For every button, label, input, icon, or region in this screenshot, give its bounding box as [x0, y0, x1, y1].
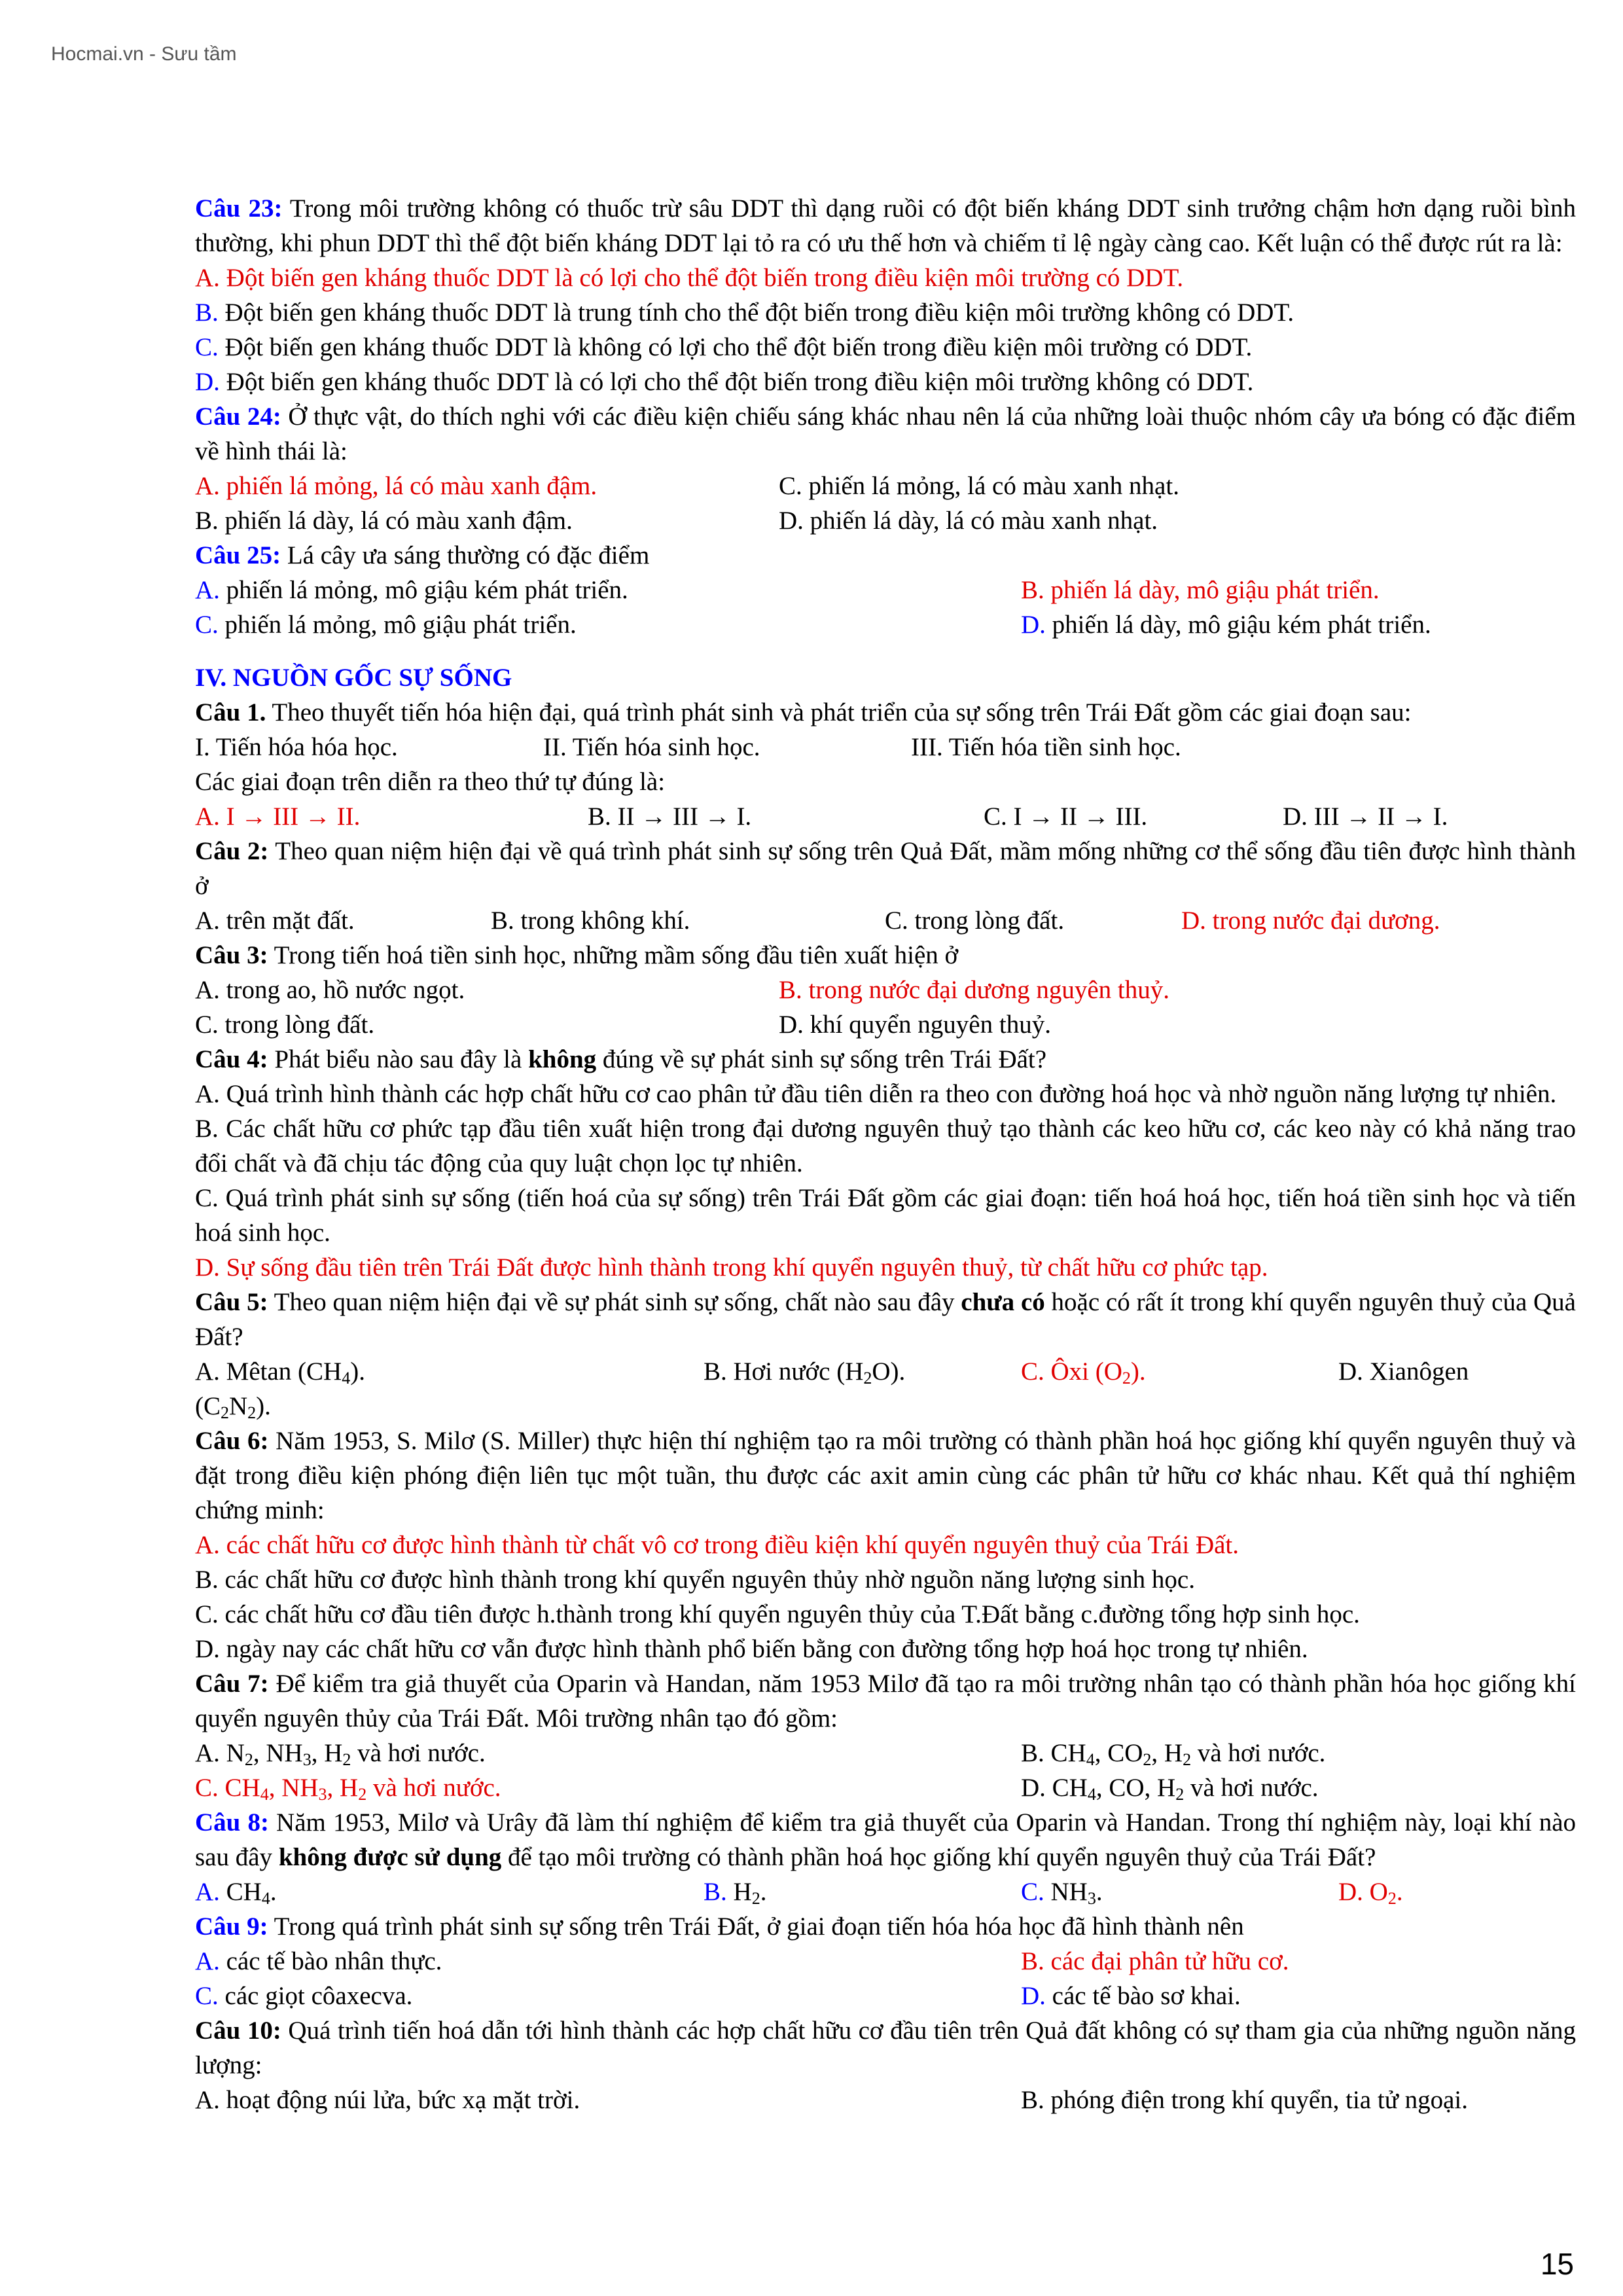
question-label: Câu 5: — [195, 1288, 268, 1316]
question-text: Theo quan niệm hiện đại về quá trình phát sinh sự sống trên Quả Đất, mầm mống những cơ thể sống đầu tiên được hình thành ở — [195, 837, 1576, 900]
answer-row — [195, 1979, 1576, 2013]
answer-c: C. trong lòng đất. — [195, 1011, 375, 1039]
answer-c: C. I → II → III. — [984, 802, 1148, 831]
question-text: Trong tiến hoá tiền sinh học, những mầm sống đầu tiên xuất hiện ở — [268, 941, 959, 969]
answer-d: D. Xianôgen — [1338, 1357, 1469, 1386]
answer-a: A. phiến lá mỏng, mô giậu kém phát triển. — [195, 576, 628, 604]
question-6 — [195, 1424, 1576, 1528]
question-4: Câu 4: Phát biểu nào sau đây là không đúng về sự phát sinh sự sống trên Trái Đất? — [195, 1045, 1047, 1073]
answer-row — [195, 573, 1576, 607]
question-1 — [195, 695, 1576, 730]
question-label: Câu 24: — [195, 403, 281, 431]
question-25 — [195, 538, 1576, 573]
answer-row — [195, 1944, 1576, 1979]
question-text: Ở thực vật, do thích nghi với các điều kiện chiếu sáng khác nhau nên lá của những loài thuộc nhóm cây ưa bóng có đặc điểm về hình thái là: — [195, 403, 1576, 465]
answer-c: C. các giọt côaxecva. — [195, 1982, 413, 2010]
question-label: Câu 6: — [195, 1427, 269, 1455]
answer-b: B. II → III → I. — [588, 802, 752, 831]
answer-a: A. $CH_4$. — [195, 1878, 277, 1908]
answer-row — [195, 2083, 1576, 2117]
answer-a: A. hoạt động núi lửa, bức xạ mặt trời. — [195, 2086, 580, 2114]
question-24 — [195, 399, 1576, 469]
answer-row — [195, 1770, 1576, 1805]
answer-row — [195, 973, 1576, 1007]
answer-a: A. các chất hữu cơ được hình thành từ chất vô cơ trong điều kiện khí quyển nguyên thuỷ của Trái Đất. — [195, 1531, 1240, 1559]
answer-row — [195, 1354, 1576, 1389]
question-label: Câu 25: — [195, 541, 281, 569]
answer-b: B. các đại phân tử hữu cơ. — [1021, 1947, 1289, 1975]
answer-c: C. $CH_4$, $NH_3$, $H_2$ và hơi nước. — [195, 1774, 501, 1804]
answer-d: D. Đột biến gen kháng thuốc DDT là có lợi cho thể đột biến trong điều kiện môi trường không có DDT. — [195, 368, 1254, 396]
answer-c: C. Ôxi $(O_2)$. — [1021, 1357, 1146, 1388]
answer-c: C. Quá trình phát sinh sự sống (tiến hoá của sự sống) trên Trái Đất gồm các giai đoạn: tiến hoá hoá học, tiến hoá tiền sinh học và tiến hoá sinh học. — [195, 1184, 1576, 1247]
page-number: 15 — [1540, 2247, 1574, 2281]
question-label: Câu 8: — [195, 1808, 269, 1837]
answer-d: D. các tế bào sơ khai. — [1021, 1982, 1241, 2010]
question-label: Câu 7: — [195, 1670, 269, 1698]
stage-item: II. Tiến hóa sinh học. — [543, 733, 760, 761]
question-10 — [195, 2013, 1576, 2083]
question-text: Trong môi trường không có thuốc trừ sâu DDT thì dạng ruồi có đột biến kháng DDT sinh trưởng chậm hơn dạng ruồi bình thường, khi phun DDT thì thể đột biến kháng DDT lại tỏ ra có ưu thế hơn và chiếm tỉ lệ ngày càng cao. Kết luận có thể được rút ra là: — [195, 194, 1577, 257]
answer-c: C. $NH_3$. — [1021, 1878, 1103, 1908]
answer-a: A. Quá trình hình thành các hợp chất hữu cơ cao phân tử đầu tiên diễn ra theo con đường hoá học và nhờ nguồn năng lượng tự nhiên. — [195, 1080, 1557, 1108]
answer-a: A. I → III → II. — [195, 802, 361, 831]
question-label: Câu 1. — [195, 698, 266, 726]
answer-row — [195, 607, 1576, 642]
answer-d: D. ngày nay các chất hữu cơ vẫn được hình thành phổ biến bằng con đường tổng hợp hoá học trong tự nhiên. — [195, 1635, 1308, 1663]
answer-d: D. $CH_4$, CO, $H_2$ và hơi nước. — [1021, 1774, 1319, 1804]
answer-b: B. trong không khí. — [491, 906, 690, 935]
answer-c: C. Đột biến gen kháng thuốc DDT là không có lợi cho thể đột biến trong điều kiện môi trường có DDT. — [195, 333, 1253, 361]
answer-c: C. các chất hữu cơ đầu tiên được h.thành trong khí quyển nguyên thủy của T.Đất bằng c.đường tổng hợp sinh học. — [195, 1600, 1360, 1628]
answer-c: C. phiến lá mỏng, mô giậu phát triển. — [195, 611, 577, 639]
question-3 — [195, 938, 1576, 973]
answer-row — [195, 1874, 1576, 1909]
question-label: Câu 2: — [195, 837, 269, 865]
question-label: Câu 9: — [195, 1912, 268, 1941]
answer-row — [195, 1736, 1576, 1770]
question-2 — [195, 834, 1576, 903]
answer-b: B. phiến lá dày, lá có màu xanh đậm. — [195, 507, 573, 535]
question-23 — [195, 191, 1576, 260]
answer-a: A. phiến lá mỏng, lá có màu xanh đậm. — [195, 472, 597, 500]
answer-d: D. phiến lá dày, lá có màu xanh nhạt. — [779, 507, 1158, 535]
answer-c: C. phiến lá mỏng, lá có màu xanh nhạt. — [779, 472, 1179, 500]
answer-row — [195, 503, 1576, 538]
question-text: Theo thuyết tiến hóa hiện đại, quá trình phát sinh và phát triển của sự sống trên Trái Đất gồm các giai đoạn sau: — [266, 698, 1412, 726]
answer-a: A. trên mặt đất. — [195, 906, 355, 935]
section-heading: IV. NGUỒN GỐC SỰ SỐNG — [195, 664, 512, 692]
answer-d-continued: $(C_2N_2)$. — [195, 1392, 271, 1422]
question-label: Câu 10: — [195, 2017, 281, 2045]
stage-item: I. Tiến hóa hóa học. — [195, 733, 398, 761]
answer-b: B. Hơi nước $(H_2O)$. — [704, 1357, 906, 1388]
question-text: Các giai đoạn trên diễn ra theo thứ tự đúng là: — [195, 768, 666, 796]
answer-d: D. phiến lá dày, mô giậu kém phát triển. — [1021, 611, 1431, 639]
answer-b: B. phiến lá dày, mô giậu phát triển. — [1021, 576, 1380, 604]
answer-b: B. trong nước đại dương nguyên thuỷ. — [779, 976, 1169, 1004]
question-text: Để kiểm tra giả thuyết của Oparin và Handan, năm 1953 Milơ đã tạo ra môi trường nhân tạo có thành phần hóa học giống khí quyển nguyên thủy của Trái Đất. Môi trường nhân tạo đó gồm: — [195, 1670, 1577, 1732]
answer-row — [195, 799, 1576, 834]
answer-row — [195, 903, 1576, 938]
stage-list — [195, 730, 1576, 764]
answer-a: A. Mêtan $(CH_4)$. — [195, 1357, 365, 1388]
answer-row — [195, 1007, 1576, 1042]
answer-a: A. $N_2$, $NH_3$, $H_2$ và hơi nước. — [195, 1739, 486, 1769]
question-text: Lá cây ưa sáng thường có đặc điểm — [281, 541, 650, 569]
answer-b: B. phóng điện trong khí quyển, tia tử ngoại. — [1021, 2086, 1468, 2114]
question-9 — [195, 1909, 1576, 1944]
answer-a: A. Đột biến gen kháng thuốc DDT là có lợi cho thể đột biến trong điều kiện môi trường có DDT. — [195, 264, 1184, 292]
question-text: Năm 1953, S. Milơ (S. Miller) thực hiện thí nghiệm tạo ra môi trường có thành phần hoá học giống khí quyển nguyên thuỷ và đặt trong điều kiện phóng điện liên tục một tuần, thu được các axit amin cùng các phân tử hữu cơ khác nhau. Kết quả thí nghiệm chứng minh: — [195, 1427, 1577, 1524]
answer-d: D. III → II → I. — [1283, 802, 1448, 831]
answer-a: A. trong ao, hồ nước ngọt. — [195, 976, 465, 1004]
page-header: Hocmai.vn - Sưu tầm — [51, 43, 237, 65]
answer-d: D. trong nước đại dương. — [1181, 906, 1440, 935]
answer-b: B. Các chất hữu cơ phức tạp đầu tiên xuất hiện trong đại dương nguyên thuỷ tạo thành các keo hữu cơ, các keo này có khả năng trao đổi chất và đã chịu tác động của quy luật chọn lọc tự nhiên. — [195, 1115, 1576, 1177]
question-5: Câu 5: Theo quan niệm hiện đại về sự phát sinh sự sống, chất nào sau đây chưa có hoặc có rất ít trong khí quyển nguyên thuỷ của Quả Đất? — [195, 1288, 1576, 1351]
answer-a: A. các tế bào nhân thực. — [195, 1947, 442, 1975]
answer-d: D. khí quyển nguyên thuỷ. — [779, 1011, 1051, 1039]
question-label: Câu 4: — [195, 1045, 268, 1073]
answer-d: D. $O_2$. — [1338, 1878, 1403, 1908]
answer-b: B. các chất hữu cơ được hình thành trong khí quyển nguyên thủy nhờ nguồn năng lượng sinh học. — [195, 1566, 1195, 1594]
answer-c: C. trong lòng đất. — [885, 906, 1065, 935]
answer-b: B. $H_2$. — [704, 1878, 767, 1908]
answer-row — [195, 469, 1576, 503]
question-label: Câu 3: — [195, 941, 268, 969]
question-text: Trong quá trình phát sinh sự sống trên Trái Đất, ở giai đoạn tiến hóa hóa học đã hình thành nên — [268, 1912, 1244, 1941]
answer-b: B. $CH_4$, $CO_2$, $H_2$ và hơi nước. — [1021, 1739, 1326, 1769]
question-8: Câu 8: Năm 1953, Milơ và Urây đã làm thí nghiệm để kiểm tra giả thuyết của Oparin và Handan. Trong thí nghiệm này, loại khí nào sau đây không được sử dụng để tạo môi trường có thành phần hoá học giống khí quyển nguyên thuỷ của Trái Đất? — [195, 1808, 1577, 1871]
document-body — [195, 191, 1576, 2117]
question-7 — [195, 1666, 1576, 1736]
stage-item: III. Tiến hóa tiền sinh học. — [911, 733, 1181, 761]
question-text: Quá trình tiến hoá dẫn tới hình thành các hợp chất hữu cơ đầu tiên trên Quả đất không có sự tham gia của những nguồn năng lượng: — [195, 2017, 1577, 2079]
answer-b: B. Đột biến gen kháng thuốc DDT là trung tính cho thể đột biến trong điều kiện môi trường không có DDT. — [195, 298, 1294, 327]
question-label: Câu 23: — [195, 194, 283, 223]
answer-d: D. Sự sống đầu tiên trên Trái Đất được hình thành trong khí quyển nguyên thuỷ, từ chất hữu cơ phức tạp. — [195, 1253, 1268, 1282]
